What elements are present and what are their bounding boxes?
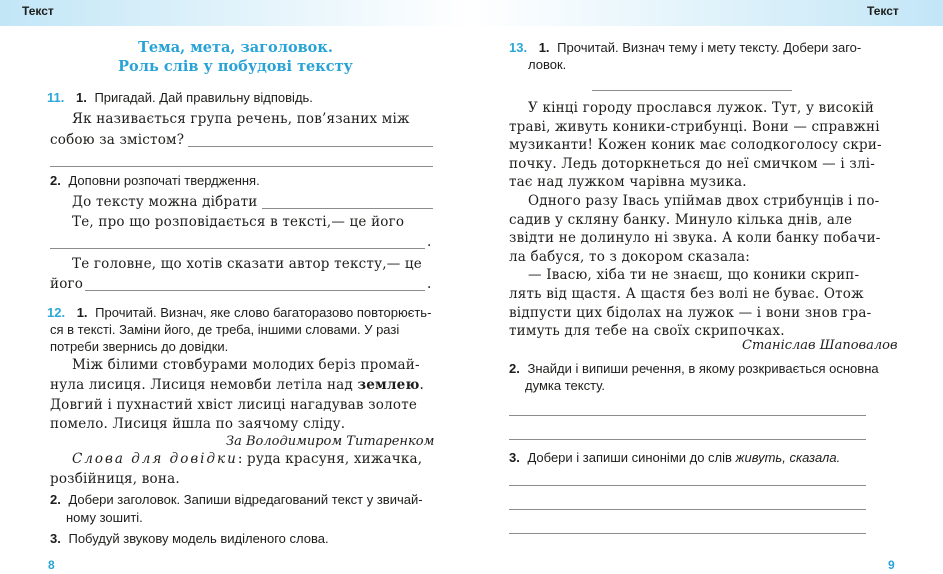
task-text: Пригадай. Дай правильну відповідь. [94, 90, 313, 105]
task-number: 1. [538, 40, 550, 55]
header-bar [0, 0, 471, 26]
answer-line [50, 166, 433, 167]
reference-words [72, 451, 422, 467]
task-number: 3. [50, 531, 61, 546]
exercise-number: 13. [509, 40, 528, 55]
task-italic-words: живуть, сказала. [735, 450, 841, 465]
reference-text: : руда красуня, хижачка, [237, 451, 423, 467]
story-line: лять від щастя. А щастя без волі не буває. Отож [509, 286, 864, 302]
running-header: Текст [867, 4, 899, 18]
story-line: звідти не долинуло ні звука. А коли банку побачи- [509, 230, 881, 247]
paragraph-line: Між білими стовбурами молодих беріз промай- [72, 357, 420, 373]
story-line: Одного разу Івась упіймав двох стрибунців і по- [528, 193, 880, 209]
task-text: ся в тексті. Заміни його, де треба, іншими словами. У разі [50, 322, 400, 337]
exercise-13-task-1 [509, 40, 861, 55]
task-text: ловок. [528, 57, 567, 72]
exercise-13-task-2 [509, 361, 879, 376]
task-text: думка тексту. [525, 378, 605, 393]
answer-line [85, 290, 425, 291]
task-text: Прочитай. Визнач, яке слово багаторазово повторюєть- [95, 305, 432, 320]
paragraph-line [50, 377, 424, 393]
task-number: 2. [50, 492, 61, 507]
answer-line [509, 485, 866, 486]
reference-label: Слова для довідки [72, 451, 238, 467]
story-line: У кінці городу прослався лужок. Тут, у високій [528, 100, 875, 116]
exercise-number: 11. [47, 90, 65, 105]
story-line: ла бабуся, то з докором сказала: [509, 248, 750, 265]
highlighted-word: землею [357, 377, 420, 393]
task-text: Побудуй звукову модель виділеного слова. [68, 531, 329, 546]
statement-end: . [427, 234, 432, 250]
answer-line [262, 208, 433, 209]
exercise-12-task-1 [47, 305, 431, 320]
page-number: 9 [888, 558, 895, 572]
story-line: почку. Ледь доторкнеться до неї смичком — і злі- [509, 155, 875, 172]
page-number: 8 [48, 558, 55, 572]
task-text: потреби звернись до довідки. [50, 339, 229, 354]
task-text: Знайди і випиши речення, в якому розкривається основна [527, 361, 879, 376]
task-text: Добери заголовок. Запиши відредагований текст у звичай- [68, 492, 423, 507]
answer-line [50, 248, 425, 249]
paragraph-line: помело. Лисиця йшла по заячому сліду. [50, 416, 346, 432]
story-line: музиканти! Кожен коник має солодкоголосу скри- [509, 137, 882, 154]
paragraph-text: нула лисиця. Лисиця немовби летіла над [50, 377, 358, 393]
answer-line [509, 509, 866, 510]
statement-text: його [50, 276, 84, 292]
answer-line [509, 439, 866, 440]
answer-line [592, 90, 792, 91]
exercise-number: 12. [47, 305, 66, 320]
statement-end: . [427, 276, 432, 292]
story-line: тає над лужком чарівна музика. [509, 174, 747, 191]
answer-line [509, 415, 866, 416]
task-number: 2. [509, 361, 520, 376]
right-page [472, 0, 943, 574]
section-title-line2: Роль слів у побудові тексту [118, 58, 353, 75]
reference-text: розбійниця, вона. [50, 471, 180, 487]
answer-line [188, 146, 433, 147]
task-number: 1. [75, 90, 87, 105]
paragraph-text: . [419, 377, 425, 393]
task-number: 2. [50, 173, 61, 188]
story-line: траві, живуть коники-стрибунці. Вони — справжні [509, 118, 880, 135]
section-title-line1: Тема, мета, заголовок. [138, 39, 333, 56]
task-text: Прочитай. Визнач тему і мету тексту. Добери заго- [557, 40, 862, 55]
story-line: садив у скляну банку. Минуло кілька днів, але [509, 211, 853, 228]
left-page [0, 0, 471, 574]
exercise-12-task-2 [50, 492, 423, 507]
statement-text: Те, про що розповідається в тексті,— це його [72, 214, 405, 230]
statement-text: Те головне, що хотів сказати автор тексту,— це [72, 256, 422, 272]
question-line: собою за змістом? [50, 132, 185, 148]
task-number: 3. [509, 450, 520, 465]
task-text: Добери і запиши синоніми до слів [527, 450, 736, 465]
answer-line [509, 533, 866, 534]
statement-text: До тексту можна дібрати [72, 194, 258, 210]
question-line: Як називається група речень, пов’язаних між [72, 111, 410, 127]
task-number: 1. [76, 305, 88, 320]
running-header: Текст [22, 4, 54, 18]
text-author: За Володимиром Титаренком [226, 434, 435, 449]
text-author: Станіслав Шаповалов [742, 338, 898, 353]
exercise-11-task-2 [50, 173, 260, 188]
story-line: тимуть для тебе на своїх скрипочках. [509, 323, 785, 340]
story-line: — Івасю, хіба ти не знаєш, що коники скрип- [528, 267, 860, 284]
exercise-13-task-3 [509, 450, 840, 465]
exercise-11-task-1 [47, 90, 313, 105]
task-text: ному зошиті. [66, 510, 143, 525]
story-line: відпусти цих бідолах на лужок — і вони знов гра- [509, 304, 872, 321]
exercise-12-task-3 [50, 531, 329, 546]
task-text: Доповни розпочаті твердження. [68, 173, 260, 188]
paragraph-line: Довгий і пухнастий хвіст лисиці нагадував золоте [50, 397, 418, 413]
